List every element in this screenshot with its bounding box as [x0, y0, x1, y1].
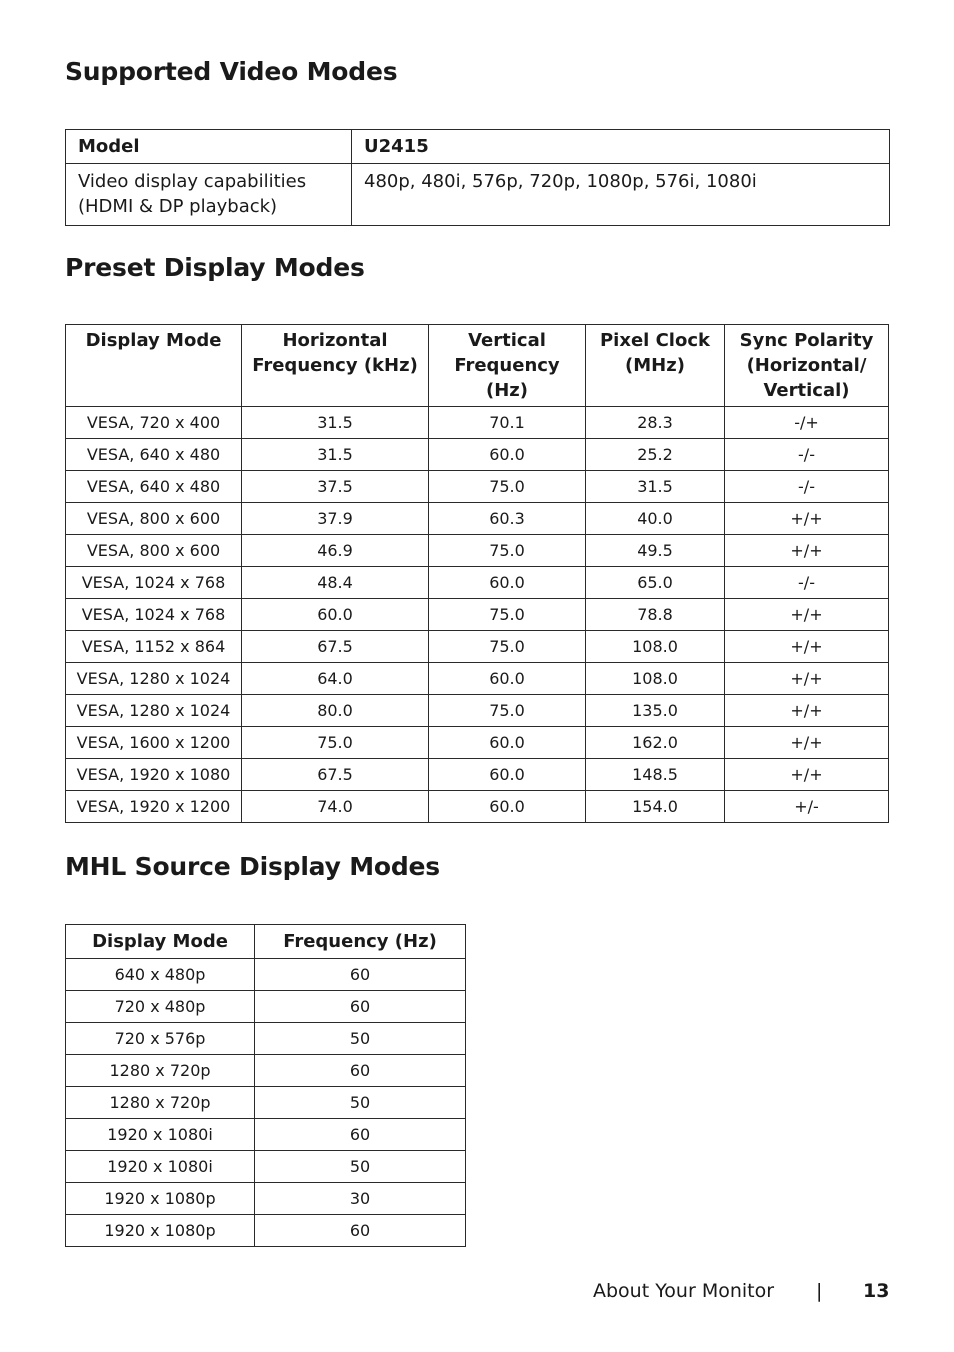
table-cell: 135.0: [586, 695, 725, 727]
table-cell: 50: [255, 1023, 466, 1055]
table-cell: 75.0: [429, 599, 586, 631]
table-cell: 108.0: [586, 663, 725, 695]
table-cell: 480p, 480i, 576p, 720p, 1080p, 576i, 1080i: [352, 164, 890, 226]
table-cell: VESA, 1920 x 1200: [66, 791, 242, 823]
table-row: [66, 535, 889, 567]
table-cell: -/+: [725, 407, 889, 439]
page-footer: [0, 1280, 954, 1306]
column-header: Model: [66, 130, 352, 164]
table-row: [66, 164, 890, 226]
table-body: [66, 959, 466, 1247]
column-header: Display Mode: [66, 325, 242, 407]
table-cell: 25.2: [586, 439, 725, 471]
table-cell: 74.0: [242, 791, 429, 823]
table-row: [66, 1023, 466, 1055]
table-cell: 50: [255, 1151, 466, 1183]
table-cell: 46.9: [242, 535, 429, 567]
table-cell: 720 x 576p: [66, 1023, 255, 1055]
table-header-row: [66, 130, 890, 164]
table-cell: 80.0: [242, 695, 429, 727]
table-cell: 31.5: [242, 439, 429, 471]
table-cell: 1280 x 720p: [66, 1087, 255, 1119]
table-cell: 60.0: [429, 663, 586, 695]
table-cell: 60: [255, 1055, 466, 1087]
table-cell: 60.0: [429, 759, 586, 791]
column-header: Display Mode: [66, 925, 255, 959]
table-row: [66, 1119, 466, 1151]
heading-supported-video-modes: Supported Video Modes: [65, 57, 398, 86]
table-row: [66, 695, 889, 727]
table-row: [66, 471, 889, 503]
table-cell: 60: [255, 959, 466, 991]
table-cell: +/+: [725, 695, 889, 727]
table-row: [66, 959, 466, 991]
table-cell: -/-: [725, 439, 889, 471]
table-cell: 65.0: [586, 567, 725, 599]
table-cell: 1920 x 1080p: [66, 1215, 255, 1247]
table-cell: 28.3: [586, 407, 725, 439]
table-header-row: [66, 925, 466, 959]
table-row: [66, 759, 889, 791]
table-row: [66, 1215, 466, 1247]
table-cell: 108.0: [586, 631, 725, 663]
table-cell: VESA, 1024 x 768: [66, 599, 242, 631]
table-header-row: [66, 325, 889, 407]
table-cell: 1920 x 1080p: [66, 1183, 255, 1215]
table-cell: 70.1: [429, 407, 586, 439]
table-cell: +/+: [725, 599, 889, 631]
table-cell: 37.9: [242, 503, 429, 535]
table-cell: 31.5: [586, 471, 725, 503]
table-cell: 1920 x 1080i: [66, 1119, 255, 1151]
table-cell: VESA, 1024 x 768: [66, 567, 242, 599]
table-cell: 31.5: [242, 407, 429, 439]
table-cell: VESA, 800 x 600: [66, 535, 242, 567]
table-cell: +/+: [725, 503, 889, 535]
table-cell: 154.0: [586, 791, 725, 823]
table-cell: 64.0: [242, 663, 429, 695]
table-cell: +/+: [725, 759, 889, 791]
table-row: [66, 407, 889, 439]
mhl-display-modes-table: [65, 924, 466, 1247]
table-cell: VESA, 640 x 480: [66, 439, 242, 471]
column-header: U2415: [352, 130, 890, 164]
table-cell: 49.5: [586, 535, 725, 567]
table-cell: Video display capabilities (HDMI & DP playback): [66, 164, 352, 226]
table-cell: 75.0: [429, 535, 586, 567]
table-row: [66, 599, 889, 631]
page-number: 13: [863, 1280, 890, 1302]
heading-mhl-source-display-modes: MHL Source Display Modes: [65, 852, 440, 881]
table-cell: VESA, 640 x 480: [66, 471, 242, 503]
table-row: [66, 727, 889, 759]
heading-preset-display-modes: Preset Display Modes: [65, 253, 365, 282]
table-cell: 75.0: [429, 471, 586, 503]
table-cell: 720 x 480p: [66, 991, 255, 1023]
table-cell: 1920 x 1080i: [66, 1151, 255, 1183]
table-row: [66, 567, 889, 599]
table-cell: 148.5: [586, 759, 725, 791]
table-cell: 60.0: [429, 791, 586, 823]
table-cell: 75.0: [429, 695, 586, 727]
table-cell: 78.8: [586, 599, 725, 631]
table-cell: 60.0: [429, 727, 586, 759]
table-cell: 48.4: [242, 567, 429, 599]
table-cell: +/+: [725, 663, 889, 695]
table-cell: 60.0: [429, 439, 586, 471]
table-cell: +/+: [725, 535, 889, 567]
table-body: [66, 407, 889, 823]
table-row: [66, 1087, 466, 1119]
table-cell: VESA, 1280 x 1024: [66, 695, 242, 727]
table-cell: VESA, 1152 x 864: [66, 631, 242, 663]
table-cell: 1280 x 720p: [66, 1055, 255, 1087]
table-cell: 162.0: [586, 727, 725, 759]
table-cell: 75.0: [429, 631, 586, 663]
table-cell: -/-: [725, 471, 889, 503]
table-cell: +/+: [725, 727, 889, 759]
table-cell: VESA, 1600 x 1200: [66, 727, 242, 759]
table-row: [66, 1183, 466, 1215]
table-row: [66, 791, 889, 823]
table-cell: 640 x 480p: [66, 959, 255, 991]
table-cell: 60.3: [429, 503, 586, 535]
video-modes-table: [65, 129, 890, 226]
table-cell: VESA, 720 x 400: [66, 407, 242, 439]
table-cell: -/-: [725, 567, 889, 599]
column-header: Vertical Frequency (Hz): [429, 325, 586, 407]
table-row: [66, 991, 466, 1023]
footer-section-title: About Your Monitor: [593, 1280, 775, 1302]
table-row: [66, 1055, 466, 1087]
column-header: Horizontal Frequency (kHz): [242, 325, 429, 407]
column-header: Pixel Clock (MHz): [586, 325, 725, 407]
table-cell: 75.0: [242, 727, 429, 759]
table-cell: 60: [255, 991, 466, 1023]
table-row: [66, 439, 889, 471]
table-cell: 60: [255, 1119, 466, 1151]
table-row: [66, 503, 889, 535]
table-cell: 60.0: [242, 599, 429, 631]
column-header: Frequency (Hz): [255, 925, 466, 959]
table-row: [66, 663, 889, 695]
table-row: [66, 1151, 466, 1183]
table-cell: 60.0: [429, 567, 586, 599]
table-cell: +/+: [725, 631, 889, 663]
table-cell: 67.5: [242, 631, 429, 663]
table-cell: 30: [255, 1183, 466, 1215]
footer-separator: |: [816, 1280, 823, 1302]
table-cell: VESA, 800 x 600: [66, 503, 242, 535]
preset-display-modes-table: [65, 324, 889, 823]
table-cell: +/-: [725, 791, 889, 823]
table-cell: 50: [255, 1087, 466, 1119]
table-row: [66, 631, 889, 663]
table-cell: 37.5: [242, 471, 429, 503]
table-cell: 67.5: [242, 759, 429, 791]
table-cell: 40.0: [586, 503, 725, 535]
table-cell: 60: [255, 1215, 466, 1247]
column-header: Sync Polarity (Horizontal/ Vertical): [725, 325, 889, 407]
table-cell: VESA, 1280 x 1024: [66, 663, 242, 695]
table-cell: VESA, 1920 x 1080: [66, 759, 242, 791]
